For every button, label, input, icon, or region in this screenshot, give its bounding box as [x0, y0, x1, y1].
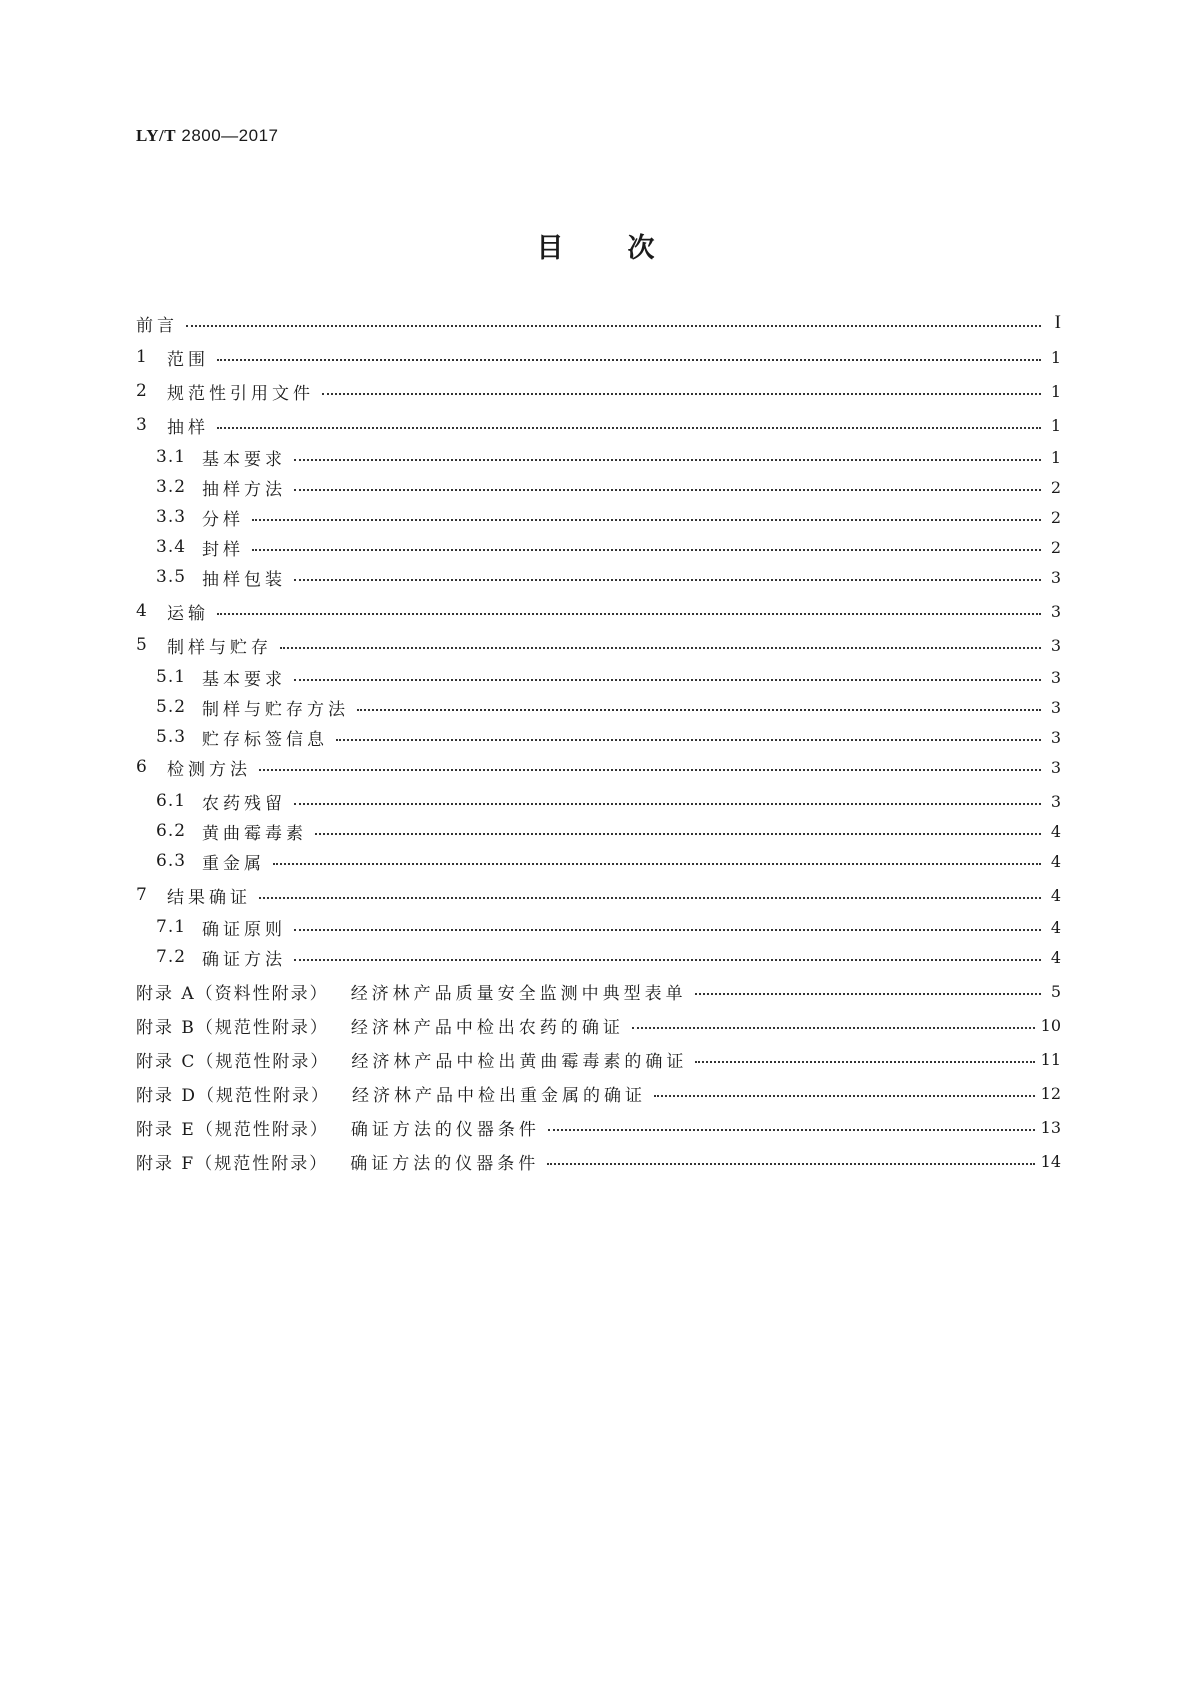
toc-dot-leader: [217, 415, 1041, 435]
toc-entry[interactable]: [136, 818, 1061, 844]
toc-entry-label: 重金属: [202, 853, 265, 874]
toc-entry[interactable]: [136, 444, 1061, 470]
toc-entry-label: 经济林产品中检出农药的确证: [350, 1017, 624, 1038]
toc-page-number: 11: [1040, 1049, 1061, 1069]
toc-entry-number: 2: [136, 381, 148, 401]
toc-entry-label: 确证原则: [202, 919, 286, 940]
toc-entry-label: 封样: [202, 539, 244, 560]
toc-entry[interactable]: [136, 310, 1061, 336]
toc-entry[interactable]: [136, 754, 1061, 780]
toc-entry-number: 附录 E（规范性附录）: [136, 1119, 329, 1140]
toc-dot-leader: [186, 313, 1041, 333]
toc-page-number: 4: [1050, 947, 1061, 967]
toc-dot-leader: [695, 1049, 1034, 1069]
toc-entry-number: 6.1: [156, 791, 187, 811]
toc-dot-leader: [294, 477, 1041, 497]
toc-entry[interactable]: [136, 564, 1061, 590]
toc-entry-number: 1: [136, 347, 148, 367]
toc-entry-number: 6: [136, 757, 148, 777]
toc-entry-label: 经济林产品中检出黄曲霉毒素的确证: [351, 1051, 688, 1072]
toc-entry-number: 7.1: [156, 917, 187, 937]
toc-entry-label: 确证方法的仪器条件: [350, 1153, 540, 1174]
toc-entry-label: 经济林产品质量安全监测中典型表单: [350, 983, 687, 1004]
toc-dot-leader: [259, 757, 1041, 777]
standard-number: 2800—2017: [181, 126, 279, 145]
toc-entry[interactable]: [136, 1012, 1061, 1038]
toc-dot-leader: [357, 697, 1041, 717]
toc-entry-number: 5.3: [156, 727, 187, 747]
toc-entry[interactable]: [136, 664, 1061, 690]
toc-dot-leader: [252, 507, 1041, 527]
toc-dot-leader: [695, 981, 1041, 1001]
toc-dot-leader: [280, 635, 1041, 655]
toc-entry-number: 附录 B（规范性附录）: [136, 1017, 329, 1038]
toc-page-number: 3: [1050, 791, 1061, 811]
toc-page-number: 12: [1040, 1083, 1061, 1103]
toc-entry-label: 经济林产品中检出重金属的确证: [352, 1085, 647, 1106]
toc-dot-leader: [294, 917, 1041, 937]
toc-entry-number: 3.1: [156, 447, 187, 467]
toc-entry-label: 前言: [136, 315, 178, 336]
toc-entry-number: 5.2: [156, 697, 187, 717]
toc-entry-label: 运输: [167, 603, 209, 624]
toc-entry[interactable]: [136, 598, 1061, 624]
toc-dot-leader: [294, 947, 1041, 967]
toc-entry-label: 黄曲霉毒素: [202, 823, 307, 844]
toc-page-number: 3: [1050, 757, 1061, 777]
toc-entry-number: 5.1: [156, 667, 187, 687]
toc-dot-leader: [294, 791, 1041, 811]
toc-dot-leader: [632, 1015, 1035, 1035]
toc-entry[interactable]: [136, 1046, 1061, 1072]
toc-entry[interactable]: [136, 412, 1061, 438]
toc-entry-label: 确证方法的仪器条件: [350, 1119, 540, 1140]
toc-dot-leader: [315, 821, 1041, 841]
toc-entry-number: 7.2: [156, 947, 187, 967]
toc-page-number: 1: [1050, 381, 1061, 401]
toc-page-number: I: [1054, 312, 1061, 333]
toc-entry-number: 4: [136, 601, 148, 621]
toc-entry-number: 3.2: [156, 477, 187, 497]
toc-page-number: 1: [1050, 415, 1061, 435]
toc-entry-number: 附录 D（规范性附录）: [136, 1085, 331, 1106]
toc-entry-number: 附录 A（资料性附录）: [136, 983, 329, 1004]
toc-entry-label: 检测方法: [167, 759, 251, 780]
toc-page-number: 10: [1040, 1015, 1061, 1035]
toc-entry[interactable]: [136, 534, 1061, 560]
toc-entry[interactable]: [136, 474, 1061, 500]
toc-dot-leader: [294, 447, 1041, 467]
toc-entry-number: 5: [136, 635, 148, 655]
toc-entry[interactable]: [136, 344, 1061, 370]
toc-dot-leader: [336, 727, 1041, 747]
toc-page-number: 3: [1050, 567, 1061, 587]
toc-entry-number: 7: [136, 885, 148, 905]
toc-entry-number: 3.5: [156, 567, 187, 587]
toc-page-number: 2: [1050, 477, 1061, 497]
toc-entry-number: 6.3: [156, 851, 187, 871]
toc-entry[interactable]: [136, 1148, 1061, 1174]
toc-page-number: 2: [1050, 507, 1061, 527]
toc-entry-number: 3.3: [156, 507, 187, 527]
toc-entry-number: 3.4: [156, 537, 187, 557]
toc-dot-leader: [252, 537, 1041, 557]
toc-dot-leader: [217, 601, 1041, 621]
toc-entry-number: 6.2: [156, 821, 187, 841]
toc-entry[interactable]: [136, 378, 1061, 404]
toc-entry-label: 规范性引用文件: [167, 383, 314, 404]
toc-entry-label: 抽样方法: [202, 479, 286, 500]
toc-entry-label: 制样与贮存: [167, 637, 272, 658]
toc-page-number: 4: [1050, 885, 1061, 905]
toc-dot-leader: [273, 851, 1041, 871]
standard-code: [136, 126, 279, 146]
toc-dot-leader: [294, 567, 1041, 587]
toc-page-number: 2: [1050, 537, 1061, 557]
toc-entry-label: 抽样包装: [202, 569, 286, 590]
toc-entry-number: 附录 C（规范性附录）: [136, 1051, 330, 1072]
toc-entry[interactable]: [136, 978, 1061, 1004]
toc-entry-number: 3: [136, 415, 148, 435]
toc-entry[interactable]: [136, 914, 1061, 940]
toc-page-number: 3: [1050, 727, 1061, 747]
toc-dot-leader: [259, 885, 1041, 905]
toc-page-number: 3: [1050, 667, 1061, 687]
toc-dot-leader: [217, 347, 1041, 367]
toc-entry-label: 制样与贮存方法: [202, 699, 349, 720]
toc-entry-label: 贮存标签信息: [202, 729, 328, 750]
toc-entry[interactable]: [136, 788, 1061, 814]
toc-entry-label: 确证方法: [202, 949, 286, 970]
toc-dot-leader: [548, 1117, 1035, 1137]
toc-entry-label: 基本要求: [202, 669, 286, 690]
toc-page-number: 1: [1050, 347, 1061, 367]
toc-entry[interactable]: [136, 848, 1061, 874]
toc-page-number: 3: [1050, 635, 1061, 655]
toc-entry[interactable]: [136, 944, 1061, 970]
toc-page-number: 13: [1040, 1117, 1061, 1137]
toc-page-number: 4: [1050, 851, 1061, 871]
page-title: 目次: [536, 233, 719, 264]
toc-entry-number: 附录 F（规范性附录）: [136, 1153, 329, 1174]
toc-entry[interactable]: [136, 724, 1061, 750]
toc-entry[interactable]: [136, 504, 1061, 530]
toc-dot-leader: [547, 1151, 1034, 1171]
toc-page-number: 5: [1050, 981, 1061, 1001]
toc-entry[interactable]: [136, 632, 1061, 658]
toc-dot-leader: [294, 667, 1041, 687]
toc-page-number: 1: [1050, 447, 1061, 467]
toc-page-number: 4: [1050, 821, 1061, 841]
toc-entry[interactable]: [136, 882, 1061, 908]
toc-entry[interactable]: [136, 1080, 1061, 1106]
toc-entry-label: 抽样: [167, 417, 209, 438]
toc-page-number: 4: [1050, 917, 1061, 937]
toc-page-number: 3: [1050, 601, 1061, 621]
toc-entry[interactable]: [136, 694, 1061, 720]
standard-prefix: LY/T: [136, 126, 177, 145]
toc-entry-label: 结果确证: [167, 887, 251, 908]
toc-page-number: 14: [1040, 1151, 1061, 1171]
toc-dot-leader: [322, 381, 1041, 401]
toc-entry[interactable]: [136, 1114, 1061, 1140]
toc-dot-leader: [654, 1083, 1035, 1103]
toc-entry-label: 农药残留: [202, 793, 286, 814]
toc-entry-label: 范围: [167, 349, 209, 370]
toc-entry-label: 分样: [202, 509, 244, 530]
toc-page-number: 3: [1050, 697, 1061, 717]
toc-entry-label: 基本要求: [202, 449, 286, 470]
